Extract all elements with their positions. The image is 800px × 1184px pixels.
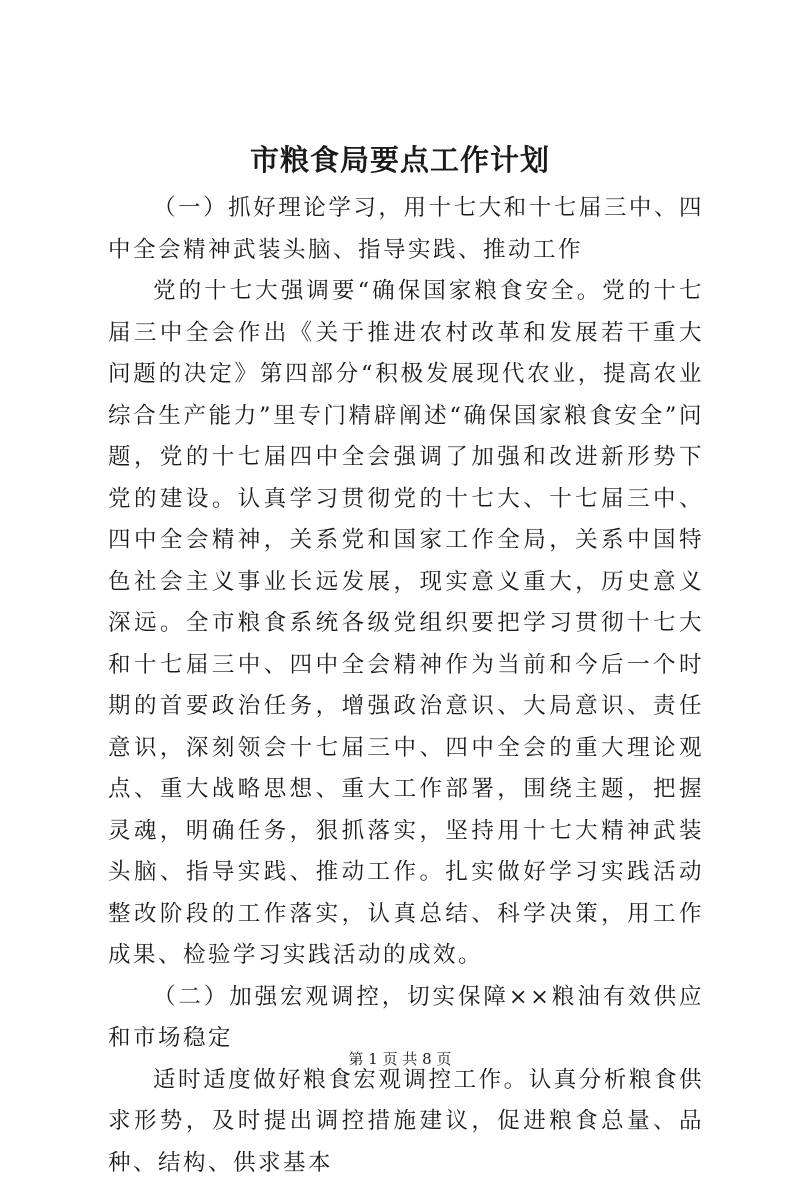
page-number-label: 第 1 页 共 8 页: [349, 1050, 452, 1068]
section-heading-2: （二）加强宏观调控，切实保障××粮油有效供应和市场稳定: [108, 977, 704, 1060]
body-paragraph-2: 适时适度做好粮食宏观调控工作。认真分析粮食供求形势，及时提出调控措施建议，促进粮食总量、品种、结构、供求基本: [108, 1060, 704, 1184]
document-body: [108, 188, 704, 1184]
page-footer: [0, 1048, 800, 1070]
body-paragraph-1: 党的十七大强调要“确保国家粮食安全。党的十七届三中全会作出《关于推进农村改革和发展若干重大问题的决定》第四部分“积极发展现代农业，提高农业综合生产能力”里专门精辟阐述“确保国家粮食安全”问题，党的十七届四中全会强调了加强和改进新形势下党的建设。认真学习贯彻党的十七大、十七届三中、四中全会精神，关系党和国家工作全局，关系中国特色社会主义事业长远发展，现实意义重大，历史意义深远。全市粮食系统各级党组织要把学习贯彻十七大和十七届三中、四中全会精神作为当前和今后一个时期的首要政治任务，增强政治意识、大局意识、责任意识，深刻领会十七届三中、四中全会的重大理论观点、重大战略思想、重大工作部署，围绕主题，把握灵魂，明确任务，狠抓落实，坚持用十七大精神武装头脑、指导实践、推动工作。扎实做好学习实践活动整改阶段的工作落实，认真总结、科学决策，用工作成果、检验学习实践活动的成效。: [108, 271, 704, 977]
document-title: 市粮食局要点工作计划: [0, 138, 800, 182]
section-heading-1: （一）抓好理论学习，用十七大和十七届三中、四中全会精神武装头脑、指导实践、推动工作: [108, 188, 704, 271]
